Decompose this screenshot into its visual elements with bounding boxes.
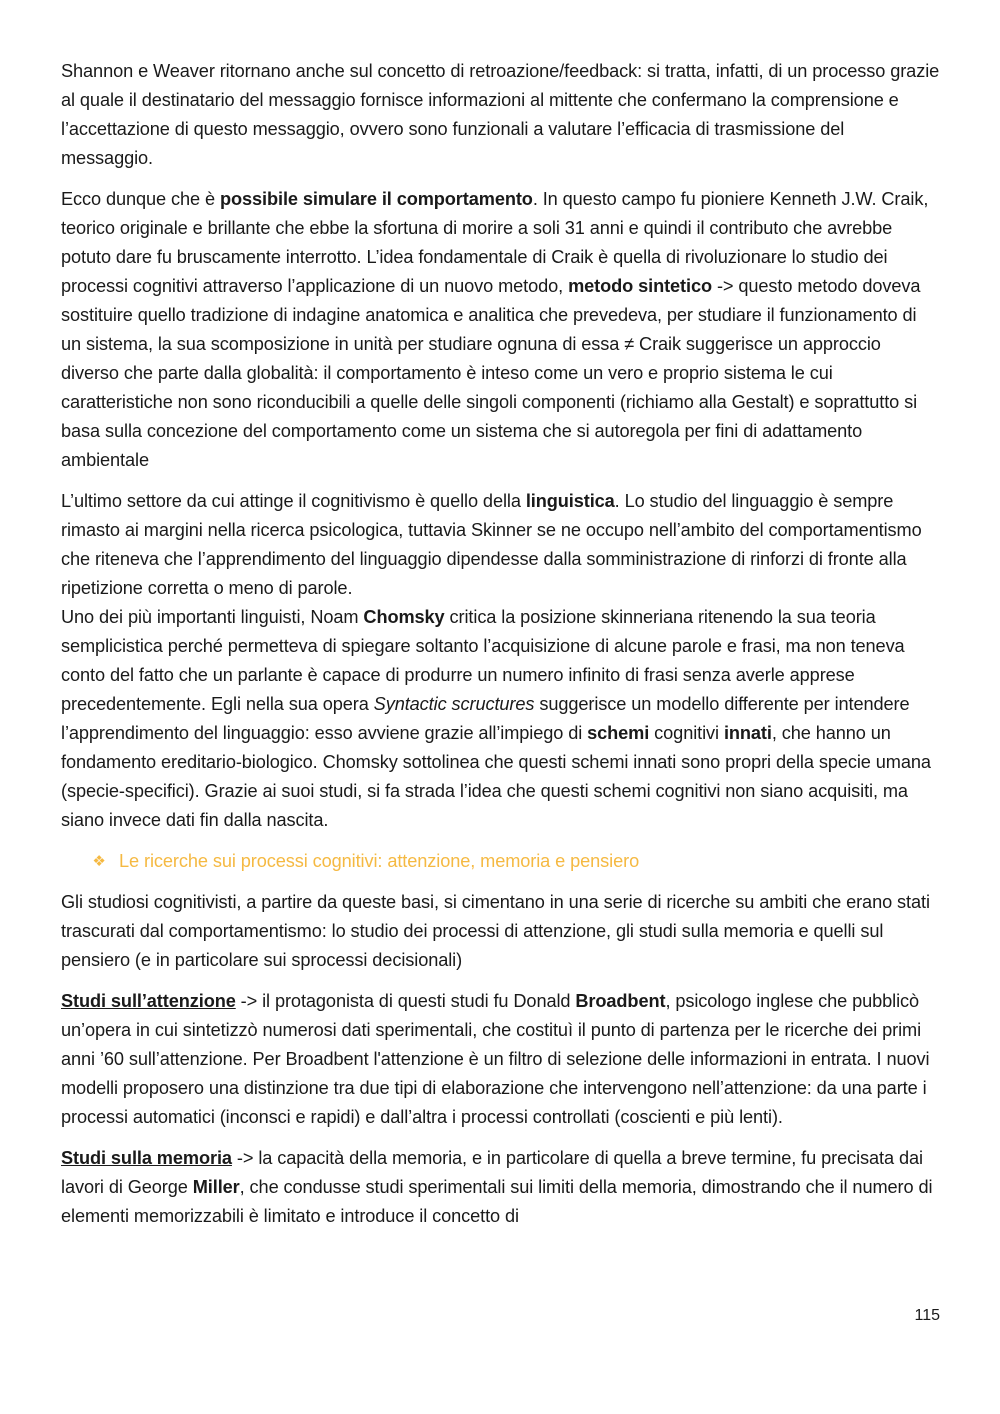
section-heading [91,847,941,876]
text-run: Ecco dunque che è [61,189,220,209]
section-heading-text: Le ricerche sui processi cognitivi: attenzione, memoria e pensiero [119,851,640,871]
page-number: 115 [914,1307,940,1324]
text-run: , psicologo inglese che pubblicò un’opera in cui sintetizzò numerosi dati sperimentali, che costituì il punto di partenza per le ricerche dei primi anni ’60 sull’attenzione. Per Broadbent l'attenzione è un filtro di selezione delle informazioni in entrata. I nuovi modelli proposero una distinzione tra due tipi di elaborazione che intervengono nell’attenzione: da una parte i processi automatici (inconsci e rapidi) e dall’altra i processi controllati (coscienti e più lenti). [61,991,930,1127]
text-run: -> il protagonista di questi studi fu Donald [235,991,576,1011]
bold-term: innati [723,723,772,743]
paragraph-feedback: Shannon e Weaver ritornano anche sul concetto di retroazione/feedback: si tratta, infatti, di un processo grazie al quale il destinatario del messaggio fornisce informazioni al mittente che confermano la comprensione e l’accettazione di questo messaggio, ovvero sono funzionali a valutare l’efficacia di trasmissione del messaggio. [61,61,940,168]
text-run: suggerisce un modello differente per intendere l’apprendimento del linguaggio: esso avviene grazie all’impiego di [61,694,910,743]
bold-term: Broadbent [575,991,666,1011]
text-run: critica la posizione skinneriana ritenendo la sua teoria semplicistica perché permetteva di spiegare soltanto l’acquisizione di alcune parole e frasi, ma non teneva conto del fatto che un parlante è capace di produrre un numero infinito di frasi senza averle apprese precedentemente. Egli nella sua opera [61,607,905,714]
document-page [61,57,941,1243]
text-run: . Lo studio del linguaggio è sempre rimasto ai margini nella ricerca psicologica, tuttavia Skinner se ne occupo nell’ambito del comportamentismo che riteneva che l’apprendimento del linguaggio dipendesse dalla somministrazione di rinforzi di fronte alla ripetizione corretta o meno di parole. [61,491,922,598]
text-run: L’ultimo settore da cui attinge il cognitivismo è quello della [61,491,526,511]
subsection-label: Studi sulla memoria [61,1148,232,1168]
bold-term: schemi [587,723,650,743]
bold-term: linguistica [525,491,615,511]
four-diamond-bullet-icon: ❖ [92,853,106,870]
paragraph-studiosi: Gli studiosi cognitivisti, a partire da queste basi, si cimentano in una serie di ricerche su ambiti che erano stati trascurati dal comportamentismo: lo studio dei processi di attenzione, gli studi sulla memoria e quelli sul pensiero (e in particolare sui sprocessi decisionali) [61,892,930,970]
text-run: , che condusse studi sperimentali sui limiti della memoria, dimostrando che il numero di elementi memorizzabili è limitato e introduce il concetto di [61,1177,933,1226]
text-run: -> la capacità della memoria, e in particolare di quella a breve termine, fu precisata dai lavori di George [61,1148,923,1197]
paragraph-craik [61,185,941,475]
text-run: . In questo campo fu pioniere Kenneth J.W. Craik, teorico originale e brillante che ebbe la sfortuna di morire a soli 31 anni e quindi il contributo che avrebbe potuto dare fu bruscamente interrotto. L’idea fondamentale di Craik è quella di rivoluzionare lo studio dei processi cognitivi attraverso l’applicazione di un nuovo metodo, [61,189,929,296]
paragraph-linguistica [61,487,941,835]
bold-term: possibile simulare il comportamento [219,189,533,209]
paragraph-attenzione [61,987,941,1132]
paragraph-memoria [61,1144,941,1231]
bold-term: Chomsky [363,607,445,627]
text-run: -> questo metodo doveva sostituire quello tradizione di indagine anatomica e analitica che prevedeva, per studiare il funzionamento di un sistema, la sua scomposizione in unità per studiare ognuna di essa ≠ Craik suggerisce un approccio diverso che parte dalla globalità: il comportamento è inteso come un vero e proprio sistema le cui caratteristiche non sono riconducibili a quelle delle singoli componenti (richiamo alla Gestalt) e soprattutto si basa sulla concezione del comportamento come un sistema che si autoregola per fini di adattamento ambientale [61,276,921,470]
bold-term: metodo sintetico [568,276,712,296]
text-run: Uno dei più importanti linguisti, Noam [61,607,364,627]
text-run: , che hanno un fondamento ereditario-biologico. Chomsky sottolinea che questi schemi innati sono propri della specie umana (specie-specifici). Grazie ai suoi studi, si fa strada l’idea che questi schemi cognitivi non siano acquisiti, ma siano invece dati fin dalla nascita. [61,723,931,830]
text-run: cognitivi [649,723,724,743]
bold-term: Miller [192,1177,240,1197]
subsection-label: Studi sull’attenzione [61,991,236,1011]
italic-title: Syntactic scructures [373,694,535,714]
